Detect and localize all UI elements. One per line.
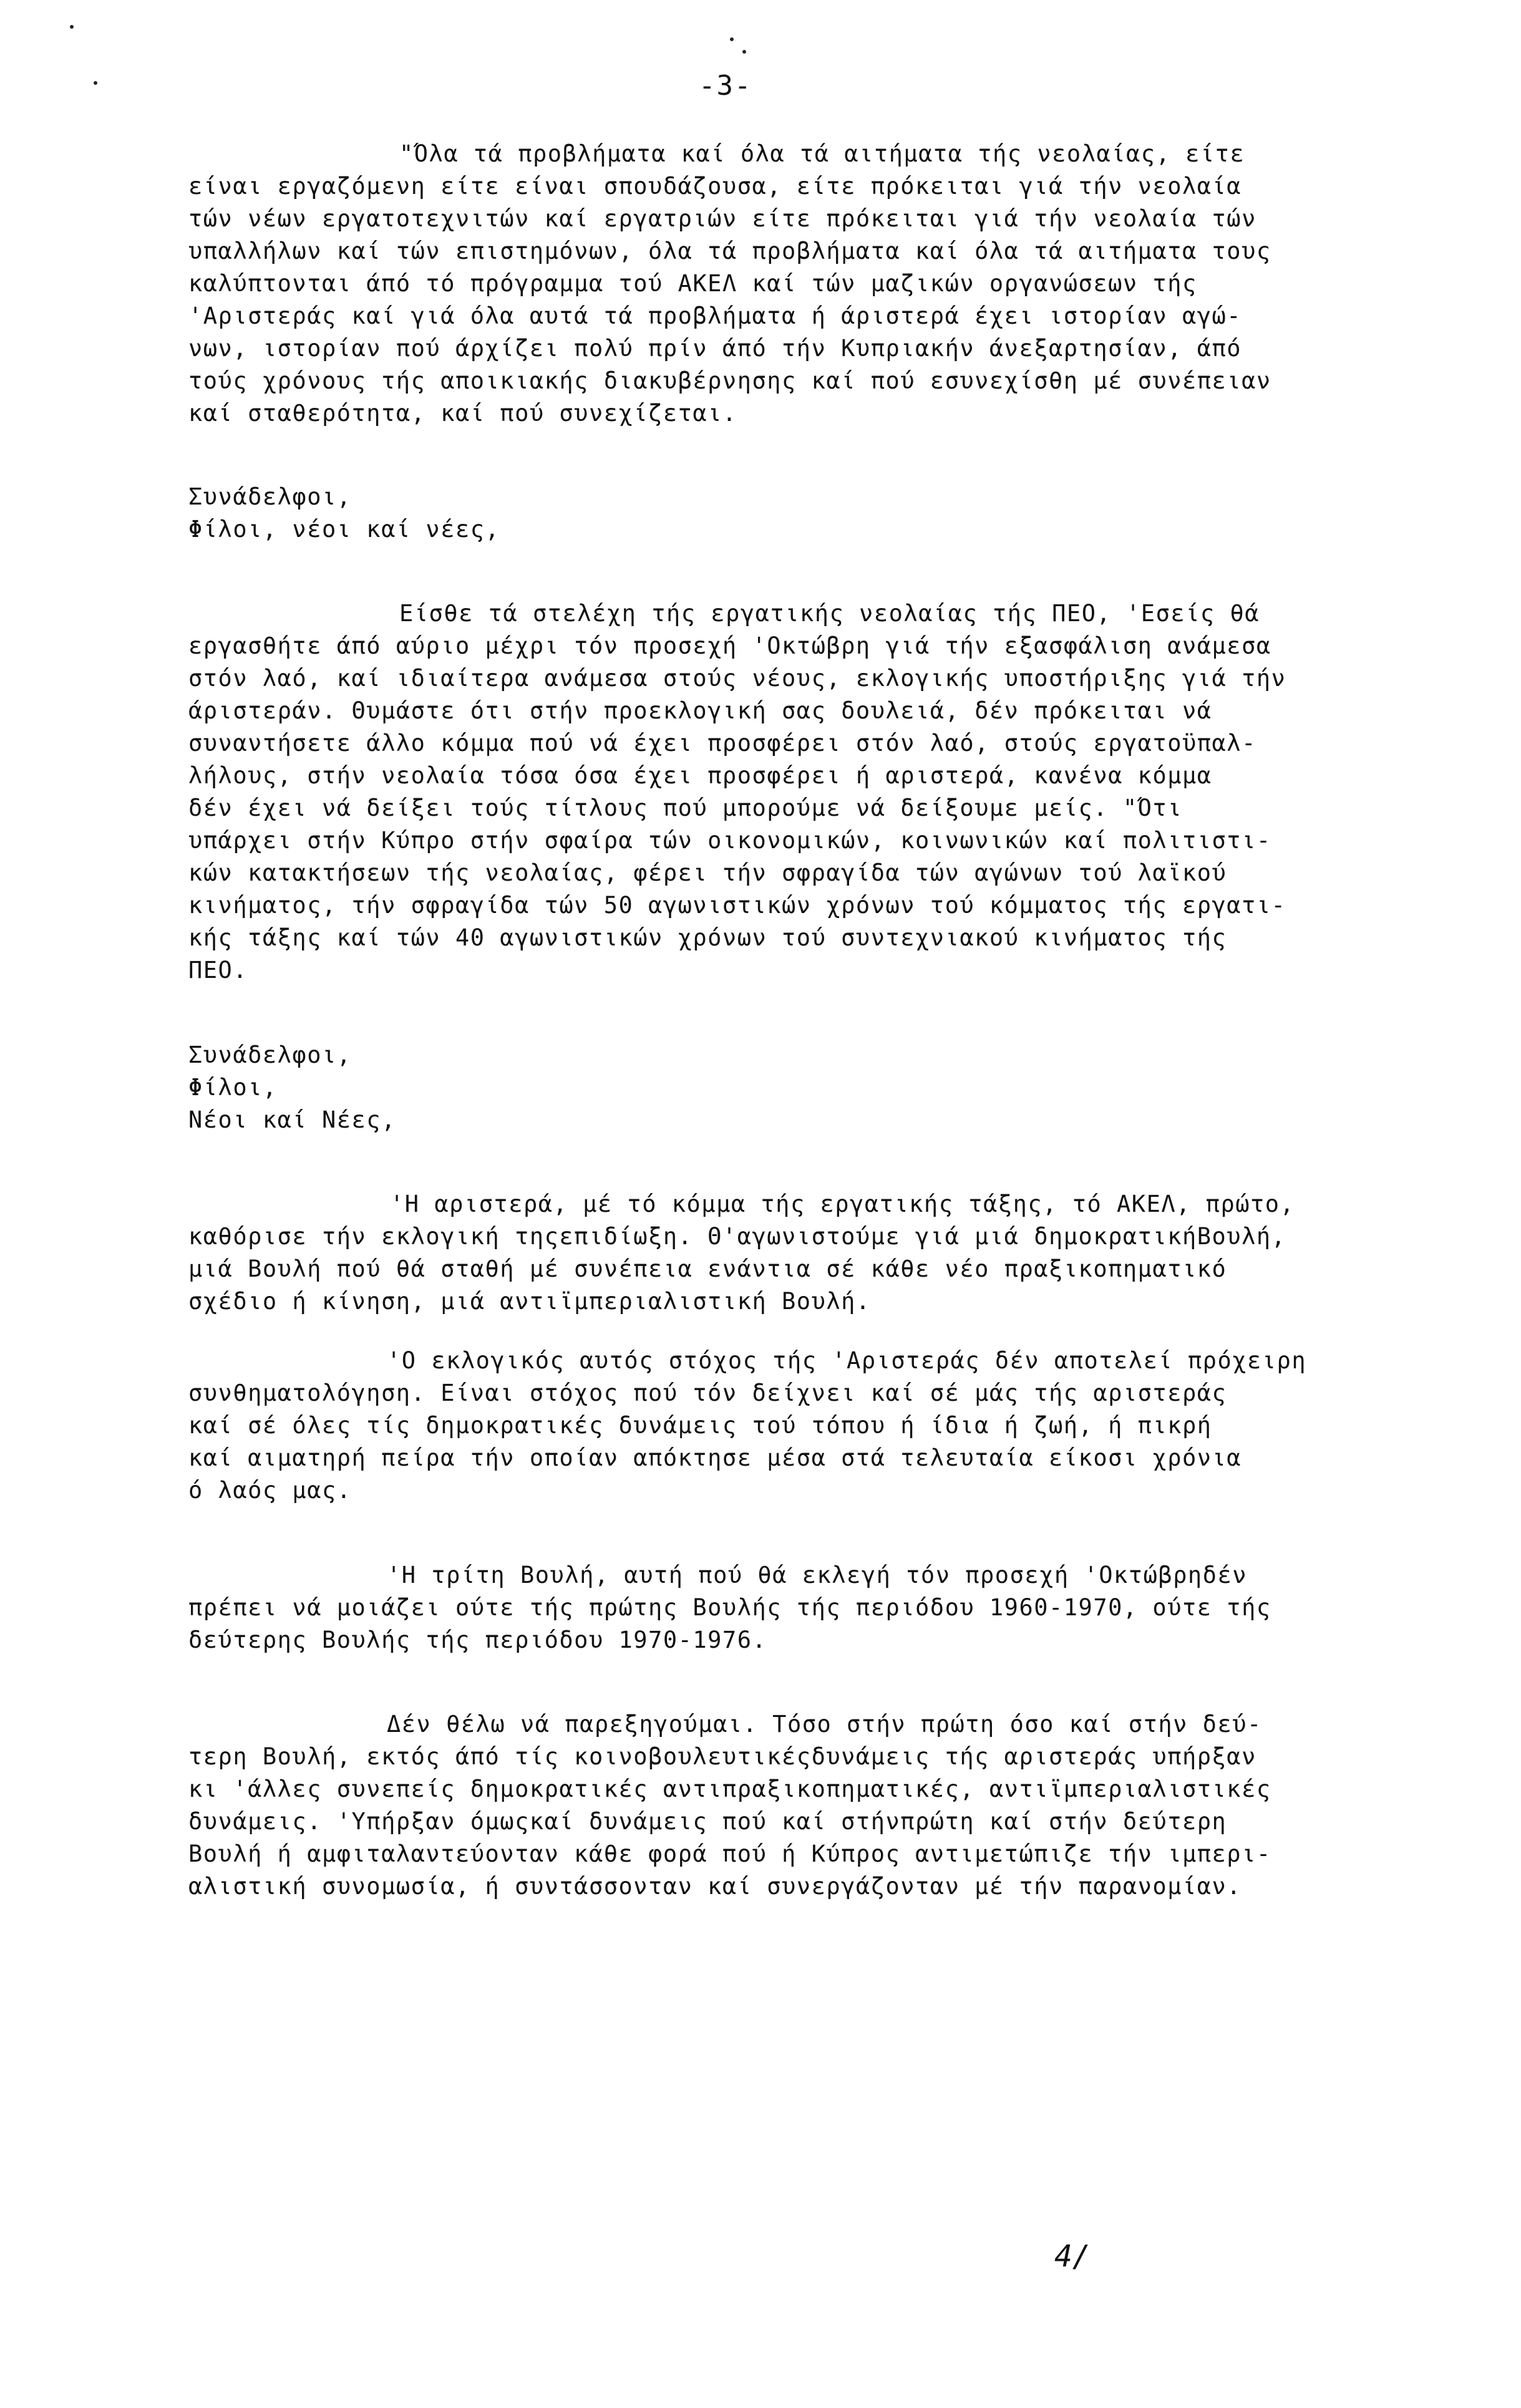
salutation-line: Φίλοι, [188, 1074, 278, 1101]
text-line: νων, ιστορίαν πού άρχίζει πολύ πρίν άπό τήν Κυπριακήν άνεξαρτησίαν, άπό [188, 335, 1242, 362]
text-line: Δέν θέλω νά παρεξηγούμαι. Τόσο στήν πρώτη όσο καί στήν δεύ- [387, 1711, 1262, 1738]
text-line: πρέπει νά μοιάζει ούτε τής πρώτης Βουλής τής περιόδου 1960-1970, ούτε τής [188, 1594, 1271, 1621]
text-line: μιά Βουλή πού θά σταθή μέ συνέπεια ενάντια σέ κάθε νέο πραξικοπηματικό [188, 1255, 1227, 1282]
salutation-line: Φίλοι, νέοι καί νέες, [188, 516, 500, 543]
text-line: καί σταθερότητα, καί πού συνεχίζεται. [188, 400, 737, 427]
text-line: υπάρχει στήν Κύπρο στήν σφαίρα τών οικονομικών, κοινωνικών καί πολιτιστι- [188, 827, 1271, 854]
scan-speck [742, 50, 746, 54]
text-line: είναι εργαζόμενη είτε είναι σπουδάζουσα, είτε πρόκειται γιά τήν νεολαία [188, 173, 1242, 200]
text-line: συναντήσετε άλλο κόμμα πού νά έχει προσφέρει στόν λαό, στούς εργατοϋπαλ- [188, 730, 1256, 757]
text-line: Βουλή ή αμφιταλαντεύονταν κάθε φορά πού ή Κύπρος αντιμετώπιζε τήν ιμπερι- [188, 1840, 1271, 1867]
text-line: 'Η αριστερά, μέ τό κόμμα τής εργατικής τάξης, τό ΑΚΕΛ, πρώτο, [390, 1191, 1295, 1217]
salutation-line: Συνάδελφοι, [188, 1042, 352, 1068]
text-line: δεύτερης Βουλής τής περιόδου 1970-1976. [188, 1627, 767, 1653]
text-line: 'Αριστεράς καί γιά όλα αυτά τά προβλήματα ή άριστερά έχει ιστορίαν αγώ- [188, 302, 1242, 329]
text-line: καλύπτονται άπό τό πρόγραμμα τού ΑΚΕΛ καί τών μαζικών οργανώσεων τής [188, 270, 1197, 297]
text-line: κινήματος, τήν σφραγίδα τών 50 αγωνιστικών χρόνων τού κόμματος τής εργατι- [188, 892, 1286, 919]
text-line: δέν έχει νά δείξει τούς τίτλους πού μπορούμε νά δείξουμε μείς. "Ότι [188, 795, 1182, 821]
scan-speck [70, 25, 74, 29]
text-line: τερη Βουλή, εκτός άπό τίς κοινοβουλευτικέςδυνάμεις τής αριστεράς υπήρξαν [188, 1743, 1256, 1770]
text-line: καθόρισε τήν εκλογική τηςεπιδίωξη. Θ'αγωνιστούμε γιά μιά δημοκρατικήΒουλή, [188, 1223, 1286, 1250]
text-line: συνθηματολόγηση. Είναι στόχος πού τόν δείχνει καί σέ μάς τής αριστεράς [188, 1380, 1227, 1406]
text-line: δυνάμεις. 'Υπήρξαν όμωςκαί δυνάμεις πού καί στήνπρώτη καί στήν δεύτερη [188, 1808, 1227, 1835]
text-line: τούς χρόνους τής αποικιακής διακυβέρνησης καί πού εσυνεχίσθη μέ συνέπειαν [188, 367, 1271, 394]
salutation-line: Νέοι καί Νέες, [188, 1106, 396, 1133]
text-line: υπαλλήλων καί τών επιστημόνων, όλα τά προβλήματα καί όλα τά αιτήματα τους [188, 238, 1271, 264]
text-line: κής τάξης καί τών 40 αγωνιστικών χρόνων τού συντεχνιακού κινήματος τής [188, 924, 1227, 951]
text-line: 'Ο εκλογικός αυτός στόχος τής 'Αριστεράς δέν αποτελεί πρόχειρη [387, 1347, 1307, 1374]
text-line: λήλους, στήν νεολαία τόσα όσα έχει προσφέρει ή αριστερά, κανένα κόμμα [188, 762, 1212, 789]
text-line: τών νέων εργατοτεχνιτών καί εργατριών είτε πρόκειται γιά τήν νεολαία τών [188, 205, 1256, 232]
continuation-mark: 4/ [1054, 2239, 1091, 2274]
text-line: κι 'άλλες συνεπείς δημοκρατικές αντιπραξικοπηματικές, αντιϊμπεριαλιστικές [188, 1776, 1271, 1802]
text-line: "Όλα τά προβλήματα καί όλα τά αιτήματα τής νεολαίας, είτε [399, 140, 1245, 167]
text-line: άριστεράν. Θυμάστε ότι στήν προεκλογική σας δουλειά, δέν πρόκειται νά [188, 697, 1212, 724]
text-line: σχέδιο ή κίνηση, μιά αντιϊμπεριαλιστική Βουλή. [188, 1288, 871, 1315]
scan-speck [94, 81, 97, 85]
scan-speck [730, 37, 734, 41]
page-number: -3- [699, 70, 752, 102]
text-line: αλιστική συνομωσία, ή συντάσσονταν καί συνεργάζονταν μέ τήν παρανομίαν. [188, 1873, 1242, 1900]
text-line: εργασθήτε άπό αύριο μέχρι τόν προσεχή 'Οκτώβρη γιά τήν εξασφάλιση ανάμεσα [188, 632, 1271, 659]
text-line: καί αιματηρή πείρα τήν οποίαν απόκτησε μέσα στά τελευταία είκοσι χρόνια [188, 1444, 1242, 1471]
text-line: κών κατακτήσεων τής νεολαίας, φέρει τήν σφραγίδα τών αγώνων τού λαϊκού [188, 859, 1227, 886]
text-line: 'Η τρίτη Βουλή, αυτή πού θά εκλεγή τόν προσεχή 'Οκτώβρηδέν [387, 1562, 1248, 1588]
salutation-line: Συνάδελφοι, [188, 483, 352, 510]
text-line: στόν λαό, καί ιδιαίτερα ανάμεσα στούς νέους, εκλογικής υποστήριξης γιά τήν [188, 665, 1286, 692]
text-line: καί σέ όλες τίς δημοκρατικές δυνάμεις τού τόπου ή ίδια ή ζωή, ή πικρή [188, 1412, 1212, 1439]
text-line: Είσθε τά στελέχη τής εργατικής νεολαίας τής ΠΕΟ, 'Εσείς θά [399, 600, 1260, 627]
text-line: ΠΕΟ. [188, 957, 248, 984]
text-line: ό λαός μας. [188, 1477, 352, 1504]
